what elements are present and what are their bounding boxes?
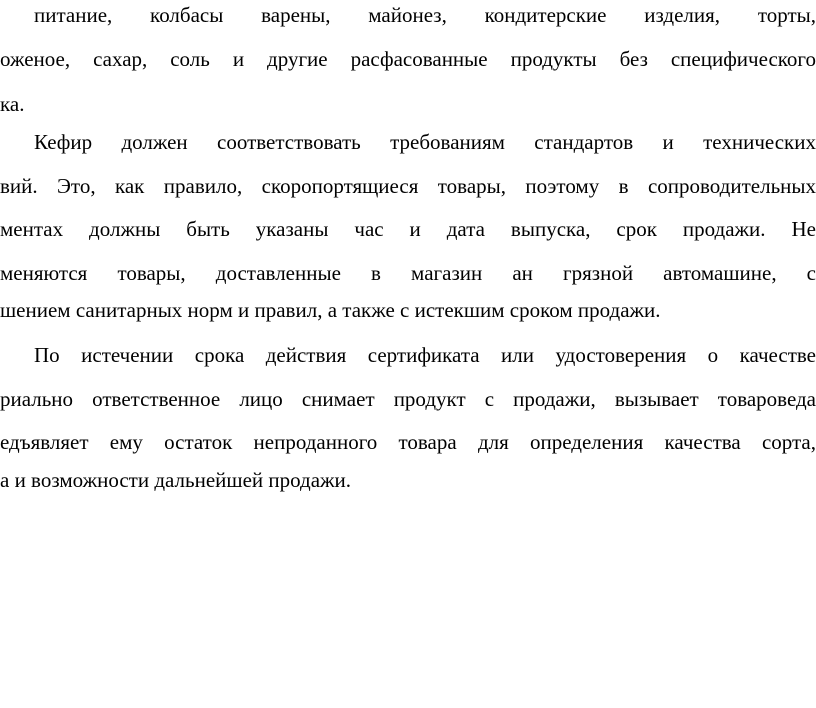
text-line: оженое, сахар, соль и другие расфасованные продукты без специфического <box>0 47 816 71</box>
text-line: питание, колбасы варены, майонез, кондитерские изделия, торты, <box>34 3 816 27</box>
text-line: едъявляет ему остаток непроданного товара для определения качества сорта, <box>0 430 816 454</box>
text-line: Кефир должен соответствовать требованиям стандартов и технических <box>34 130 816 154</box>
text-line: ка. <box>0 92 25 116</box>
text-line: вий. Это, как правило, скоропортящиеся товары, поэтому в сопроводительных <box>0 174 816 198</box>
text-line: ментах должны быть указаны час и дата выпуска, срок продажи. Не <box>0 217 816 241</box>
text-line: риально ответственное лицо снимает продукт с продажи, вызывает товароведа <box>0 387 816 411</box>
text-line: По истечении срока действия сертификата или удостоверения о качестве <box>34 343 816 367</box>
text-line: шением санитарных норм и правил, а также с истекшим сроком продажи. <box>0 298 661 322</box>
text-line: меняются товары, доставленные в магазин ан грязной автомашине, с <box>0 261 816 285</box>
text-line: а и возможности дальнейшей продажи. <box>0 468 352 492</box>
